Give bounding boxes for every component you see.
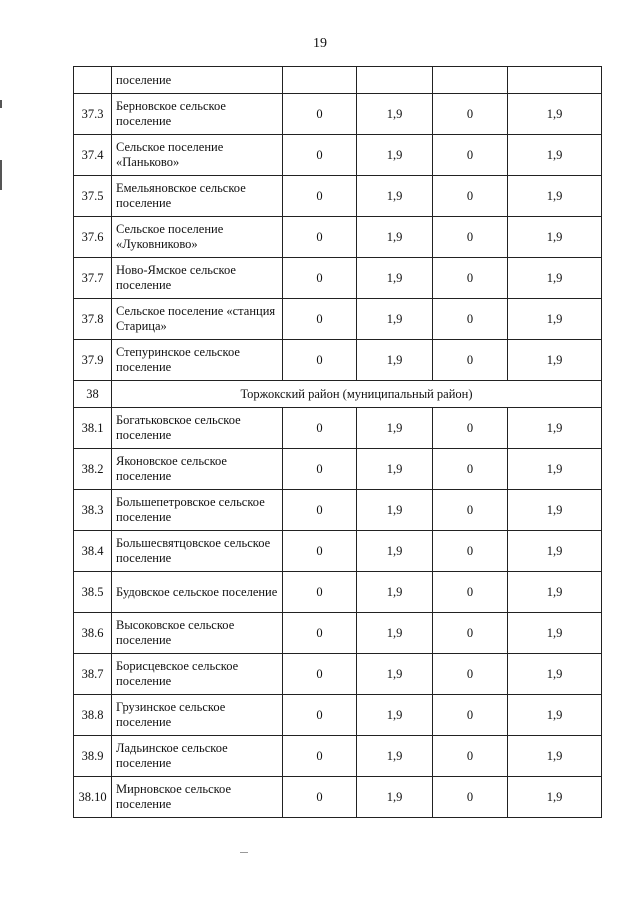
cell-v1: 0 — [283, 777, 357, 818]
cell-v2: 1,9 — [357, 258, 433, 299]
cell-v4: 1,9 — [508, 572, 602, 613]
cell-name: Сельское поселение «станция Старица» — [112, 299, 283, 340]
cell-v4: 1,9 — [508, 490, 602, 531]
cell-v3: 0 — [433, 736, 508, 777]
table-row — [74, 340, 602, 381]
cell-v3: 0 — [433, 408, 508, 449]
cell-v1: 0 — [283, 135, 357, 176]
scan-edge-mark — [0, 100, 2, 108]
table-row — [74, 135, 602, 176]
cell-v2: 1,9 — [357, 654, 433, 695]
scan-speck — [240, 852, 248, 853]
cell-v4: 1,9 — [508, 217, 602, 258]
cell-num: 38.3 — [74, 490, 112, 531]
cell-v1: 0 — [283, 449, 357, 490]
cell-v4: 1,9 — [508, 94, 602, 135]
table-row — [74, 449, 602, 490]
cell-v2 — [357, 67, 433, 94]
table-row — [74, 176, 602, 217]
cell-v1: 0 — [283, 654, 357, 695]
cell-v2: 1,9 — [357, 695, 433, 736]
cell-num: 38.8 — [74, 695, 112, 736]
cell-num: 37.6 — [74, 217, 112, 258]
cell-name: Высоковское сельское поселение — [112, 613, 283, 654]
cell-num: 37.8 — [74, 299, 112, 340]
table-row — [74, 654, 602, 695]
cell-v3: 0 — [433, 217, 508, 258]
cell-v2: 1,9 — [357, 135, 433, 176]
cell-v2: 1,9 — [357, 613, 433, 654]
cell-num: 37.4 — [74, 135, 112, 176]
cell-v3: 0 — [433, 654, 508, 695]
cell-v1: 0 — [283, 490, 357, 531]
cell-v2: 1,9 — [357, 408, 433, 449]
cell-v2: 1,9 — [357, 176, 433, 217]
cell-v2: 1,9 — [357, 299, 433, 340]
cell-num: 38.10 — [74, 777, 112, 818]
cell-name: Мирновское сельское поселение — [112, 777, 283, 818]
cell-v3: 0 — [433, 176, 508, 217]
table-row-continued — [74, 67, 602, 94]
cell-name: Будовское сельское поселение — [112, 572, 283, 613]
table-row — [74, 695, 602, 736]
cell-v4: 1,9 — [508, 736, 602, 777]
cell-num: 38.9 — [74, 736, 112, 777]
cell-v3: 0 — [433, 94, 508, 135]
cell-v3: 0 — [433, 449, 508, 490]
cell-num: 38.7 — [74, 654, 112, 695]
cell-v3: 0 — [433, 695, 508, 736]
cell-num: 38.1 — [74, 408, 112, 449]
cell-name: Сельское поселение «Паньково» — [112, 135, 283, 176]
cell-name: поселение — [112, 67, 283, 94]
section-num: 38 — [74, 381, 112, 408]
cell-num: 37.9 — [74, 340, 112, 381]
cell-name: Богатьковское сельское поселение — [112, 408, 283, 449]
cell-v4: 1,9 — [508, 258, 602, 299]
cell-v3: 0 — [433, 531, 508, 572]
table-row — [74, 777, 602, 818]
cell-v2: 1,9 — [357, 449, 433, 490]
cell-v3: 0 — [433, 299, 508, 340]
cell-v1: 0 — [283, 94, 357, 135]
cell-num: 38.5 — [74, 572, 112, 613]
cell-name: Борисцевское сельское поселение — [112, 654, 283, 695]
cell-v1 — [283, 67, 357, 94]
cell-v1: 0 — [283, 408, 357, 449]
scan-edge-mark — [0, 160, 2, 190]
cell-name: Емельяновское сельское поселение — [112, 176, 283, 217]
cell-name: Степуринское сельское поселение — [112, 340, 283, 381]
table-row — [74, 258, 602, 299]
cell-name: Ладьинское сельское поселение — [112, 736, 283, 777]
cell-v4: 1,9 — [508, 340, 602, 381]
cell-v3: 0 — [433, 490, 508, 531]
cell-v3: 0 — [433, 340, 508, 381]
cell-v4: 1,9 — [508, 176, 602, 217]
section-title: Торжокский район (муниципальный район) — [112, 381, 602, 408]
cell-v4: 1,9 — [508, 299, 602, 340]
cell-v1: 0 — [283, 695, 357, 736]
cell-num: 38.4 — [74, 531, 112, 572]
cell-num: 37.5 — [74, 176, 112, 217]
table-body-section — [74, 381, 602, 408]
cell-v2: 1,9 — [357, 340, 433, 381]
table-row — [74, 408, 602, 449]
cell-v1: 0 — [283, 531, 357, 572]
table-row-section — [74, 381, 602, 408]
cell-v4: 1,9 — [508, 695, 602, 736]
cell-name: Берновское сельское поселение — [112, 94, 283, 135]
cell-v3: 0 — [433, 135, 508, 176]
table-row — [74, 94, 602, 135]
cell-v4: 1,9 — [508, 531, 602, 572]
cell-num: 37.7 — [74, 258, 112, 299]
page-number: 19 — [313, 36, 327, 51]
table-row — [74, 299, 602, 340]
cell-v2: 1,9 — [357, 531, 433, 572]
table-row — [74, 490, 602, 531]
cell-v1: 0 — [283, 258, 357, 299]
cell-v1: 0 — [283, 736, 357, 777]
cell-v3: 0 — [433, 258, 508, 299]
cell-v4: 1,9 — [508, 654, 602, 695]
cell-name: Яконовское сельское поселение — [112, 449, 283, 490]
cell-v3: 0 — [433, 613, 508, 654]
cell-v2: 1,9 — [357, 736, 433, 777]
table-row — [74, 531, 602, 572]
cell-num — [74, 67, 112, 94]
cell-v3: 0 — [433, 777, 508, 818]
table-row — [74, 217, 602, 258]
cell-name: Сельское поселение «Луковниково» — [112, 217, 283, 258]
cell-v3 — [433, 67, 508, 94]
cell-v1: 0 — [283, 572, 357, 613]
cell-v1: 0 — [283, 340, 357, 381]
cell-v4 — [508, 67, 602, 94]
cell-v2: 1,9 — [357, 217, 433, 258]
cell-v4: 1,9 — [508, 135, 602, 176]
cell-num: 37.3 — [74, 94, 112, 135]
cell-v4: 1,9 — [508, 777, 602, 818]
cell-v2: 1,9 — [357, 94, 433, 135]
cell-v2: 1,9 — [357, 777, 433, 818]
settlements-table — [73, 66, 602, 818]
cell-num: 38.6 — [74, 613, 112, 654]
cell-name: Грузинское сельское поселение — [112, 695, 283, 736]
table-body-part-a — [74, 67, 602, 381]
cell-v3: 0 — [433, 572, 508, 613]
cell-name: Большепетровское сельское поселение — [112, 490, 283, 531]
cell-v1: 0 — [283, 299, 357, 340]
cell-v4: 1,9 — [508, 449, 602, 490]
table-body-part-b — [74, 408, 602, 818]
table-row — [74, 736, 602, 777]
cell-name: Ново-Ямское сельское поселение — [112, 258, 283, 299]
cell-v2: 1,9 — [357, 572, 433, 613]
cell-v1: 0 — [283, 613, 357, 654]
cell-num: 38.2 — [74, 449, 112, 490]
cell-name: Большесвятцовское сельское поселение — [112, 531, 283, 572]
cell-v4: 1,9 — [508, 408, 602, 449]
cell-v4: 1,9 — [508, 613, 602, 654]
cell-v1: 0 — [283, 176, 357, 217]
cell-v1: 0 — [283, 217, 357, 258]
table-row — [74, 572, 602, 613]
table-row — [74, 613, 602, 654]
cell-v2: 1,9 — [357, 490, 433, 531]
